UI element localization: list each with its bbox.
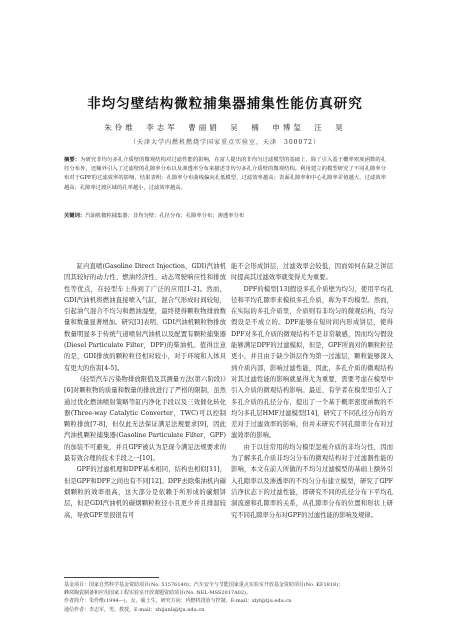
footnote [64,581,386,614]
paper-title: 非均匀壁结构微粒捕集器捕集性能仿真研究 [87,96,363,112]
paragraph: DPF的模型[13]假设多孔介质壁为均匀，使用平均孔径和平均孔隙率来模拟多孔介质，称为平均模型。然而，在实际的多孔介质里，介质则有非均匀的微观结构，均匀假设是不成立的。DPF能够在短时间内形成饼层，使得DPF对多孔介质的微观结构不是非常敏感，因而均匀假设能够满足DPF的过滤模拟，但是，GPF所面对的颗粒粒径更小，并且由于缺少饼层作为第一过滤层，颗粒能够深入到介质内部，影响过滤性能，因此，多孔介质的微观结构对其过滤性能的影响就显得尤为重要，需要考虑在模型中引入介质的微观结构影响。最近，有学者在模型里引入了多孔介质的孔径分布，提出了一个基于概率密度函数的不均匀多孔层HMF过滤模型[14]，研究了不同孔径分布的方差对于过滤效率的影响，但并未研究不同孔隙率分布对过滤效率的影响。 [231,285,393,440]
body-column-right [231,261,393,521]
footnote-line: 作者简介：朱伶维(1994—)，女，硕士生，研究方向：内燃机排放与控制。E-mail：zlyt@tju.edu.cn [64,598,292,605]
author-list: 朱伶维 李志军 曹丽娟 吴 楠 申博玺 汪 昊 [104,123,346,132]
footnote-line: 通信作者：李志军，男，教授。E-mail：zhijunli@tju.edu.cn [64,606,205,613]
abstract [64,156,386,193]
footnote-line: 蜂窝陶瓷制备和应用国家工程实验室开放课题资助项目(No. NEL-MSS2017A02)。 [64,590,251,597]
footnote-line: 基金项目：国家自然科学基金资助项目(No. 51576140)；汽车安全与节能国家重点实验室开放基金资助项目(No. KF1818)； [64,582,344,588]
paragraph: GPF的过滤机理和DPF基本相同，结构也相似[11]，但是GPF和DPF之间也有不同[12]。DPF去除柴油机内碳烟颗粒的效率很高，这大部分是依赖于所形成的碳烟饼层，但是GDI汽油机的碳烟颗粒粒径小且更少并且排温较高，导致GPF里很很有可 [64,466,226,519]
abstract-text: 为研究非均匀多孔介质壁的微观结构对过滤性能的影响，在富人提出的非均匀过滤模型的基础上，除了引入基于概率密度函数的孔径分布外，还额外引入了过滤壁的孔隙率分布以及渗透率分布来描述非均匀多孔介质壁的微观结构。利用建立的模型研究了不同孔隙率分布对于GPF的过滤效率的影响，结果表明：孔隙率分布曲线偏向孔低模型，过滤效率越高；表面孔隙率和中心孔隙率差值越大，过滤效率越高；孔隙率过渡区域的孔率越小，过滤效率越高。 [64,157,386,191]
keywords-label: 关键词： [64,213,86,219]
footnote-divider [64,577,159,578]
keywords-text: 汽油机微粒捕集器；非均匀壁；孔径分布；孔隙率分布；渗透率分布 [85,213,245,219]
paragraph: 能不会形成饼层，过滤效率会较低，因而如何在缺乏饼层时提高其过滤效率就变得尤为重要。 [231,263,393,282]
body-column-left [64,261,226,521]
abstract-label: 摘要： [64,157,81,163]
paragraph: 缸内直喷(Gasoline Direct Injection，GDI)汽油机因其较好的动力性、燃油经济性、动态驾驶响应性和排放性等优点，在轻型车上得到了广泛的应用[1-2]。然而，GDI汽油机将燃油直接喷入气缸，混合气形成时间较短，引起油气混合不均匀和燃油湿壁，最终使得颗粒物排放数量和数量显著增加。研究[3]表明，GDI汽油机颗粒物排放数量明显多于传统气道喷射汽油机以及配置有颗粒捕集器(Diesel Particulate Filter，DPF)的柴油机。值得注意的是，GDI排放的颗粒粒径相对较小，对于环境和人体具有更大的伤害[4-5]。 [64,263,226,372]
keywords [64,212,386,221]
affiliation: （天津大学内燃机燃烧学国家重点实验室，天津 300072） [130,139,320,146]
paragraph: 由于以往常用的均匀模型忽视介质的非均匀性，因而为了解多孔介质非均匀分布的微观结构对于过滤器性能的影响，本文在前人所做的不均匀过滤模型的基础上额外引入孔隙率以及渗透率的不均匀分布建立模型，研究了GPF洁净状态下的过滤性能，即研究不同的孔径分布下平均孔洞流速和孔隙率的关系，从孔隙率分布的位置和形状上研究不同孔隙率分布对GPF的过滤性能的影响及规律。 [231,443,393,519]
paragraph: 《轻型汽车污染物排放限值及其测量方法(第六阶段)》[6]对颗粒物的质量和数量的排放进行了严格的限制，虽然通过优化燃油喷射策略等缸内净化手段以及三效催化转化器(Three-way Catalytic Converter，TWC)可以控制颗粒排放[7-8]，但仅此无法保证满足法规要求[9]，因此汽油机颗粒捕集器(Gasoline Particulate Filter，GPF)的加装不可避免，并且GPF被认为是现今满足法规要求的最有效合理的技术手段之一[10]。 [64,375,226,463]
